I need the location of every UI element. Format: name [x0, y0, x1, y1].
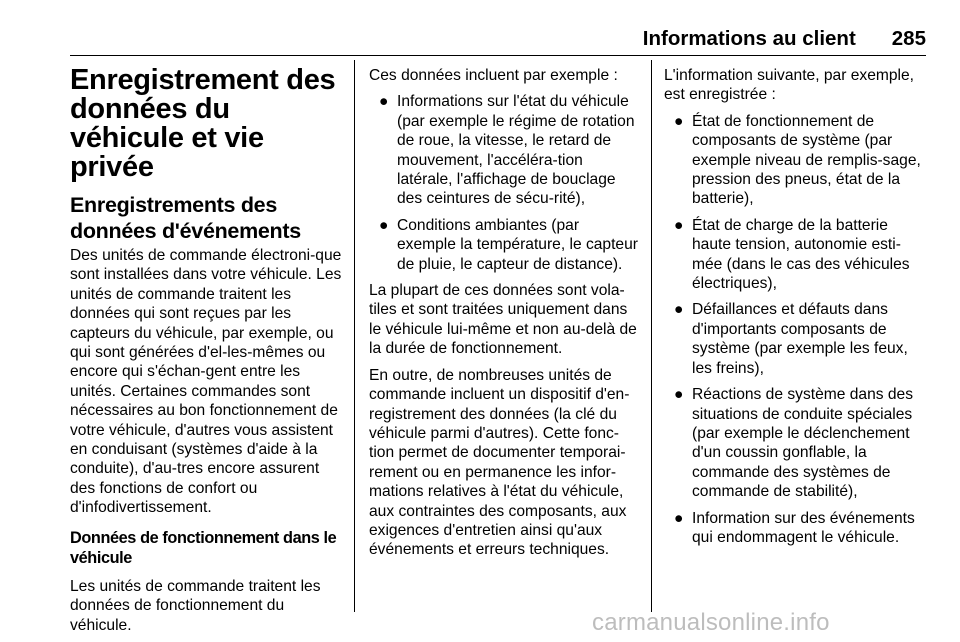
bullet-list [664, 112, 930, 548]
page-number: 285 [891, 27, 926, 50]
subsection-heading: Enregistrements des données d'événements [70, 193, 301, 243]
bullet-icon: ● [379, 216, 389, 234]
bullet-icon: ● [379, 93, 389, 111]
list-item-text: Défaillances et défauts dans d'importants composants de système (par exemple les feux, les freins), [692, 301, 908, 377]
bullet-icon: ● [674, 112, 684, 130]
bullet-icon: ● [674, 301, 684, 319]
list-item-text: Informations sur l'état du véhicule (par exemple le régime de rotation de roue, la vitesse, le retard de mouvement, l'accéléra-tion latérale, l'affichage de bouclage des ceintures de sécu-rité), [397, 93, 635, 208]
column-left [70, 66, 342, 642]
bullet-icon: ● [674, 386, 684, 404]
column-middle [369, 66, 639, 567]
column-divider [651, 60, 652, 612]
bullet-icon: ● [674, 509, 684, 527]
watermark: carmanualsonline.info [592, 609, 830, 636]
paragraph: Les unités de commande traitent les données de fonctionnement du véhicule. [70, 577, 321, 634]
list-item-text: Information sur des événements qui endommagent le véhicule. [692, 509, 915, 546]
list-item-text: Réactions de système dans des situations de conduite spéciales (par exemple le déclenchement d'un coussin gonflable, la commande des systèmes de commande de stabilité), [692, 386, 914, 501]
column-divider [354, 60, 355, 612]
list-item-text: État de fonctionnement de composants de système (par exemple niveau de remplis-sage, pression des pneus, état de la batterie), [692, 112, 921, 208]
paragraph: La plupart de ces données sont vola-tiles et sont traitées uniquement dans le véhicule lui-même et non au-delà de la durée de fonctionnement. [369, 282, 637, 358]
list-item-text: Conditions ambiantes (par exemple la température, le capteur de pluie, le capteur de distance). [397, 216, 638, 273]
list-item [664, 216, 930, 294]
running-header [70, 26, 926, 56]
list-item [369, 216, 639, 274]
column-right [664, 66, 930, 554]
list-item [369, 92, 639, 208]
paragraph: L'information suivante, par exemple, est enregistrée : [664, 67, 915, 104]
paragraph: Des unités de commande électroni-que sont installées dans votre véhicule. Les unités de commande traitent les données qui sont reçues par les capteurs du véhicule, par exemple, ou qui sont générées d'el-les-mêmes ou encore qui s'échan-gent entre les unités. Certaines commandes sont nécessaires au bon fonctionnement de votre véhicule, d'autres vous assistent en conduisant (systèmes d'aide à la conduite), d'au-tres encore assurent des fonctions de confort ou d'infodivertissement. [70, 247, 342, 517]
header-title: Informations au client [642, 27, 856, 50]
list-item [664, 300, 930, 378]
section-heading: Enregistrement des données du véhicule et vie privée [70, 64, 336, 183]
list-item [664, 509, 930, 548]
minor-heading: Données de fonctionnement dans le véhicule [70, 528, 337, 567]
list-item [664, 112, 930, 209]
paragraph: Ces données incluent par exemple : [369, 67, 618, 84]
bullet-icon: ● [674, 216, 684, 234]
list-item [664, 385, 930, 501]
bullet-list [369, 92, 639, 274]
list-item-text: État de charge de la batterie haute tension, autonomie esti-mée (dans le cas des véhicules électriques), [692, 216, 910, 293]
paragraph: En outre, de nombreuses unités de commande incluent un dispositif d'en-registrement des données (la clé du véhicule parmi d'autres). Cette fonc-tion permet de documenter temporai-rement ou en permanence les infor-mations relatives à l'état du véhicule, aux contraintes des composants, aux exigences d'entretien ainsi qu'aux événements et erreurs techniques. [369, 366, 630, 559]
